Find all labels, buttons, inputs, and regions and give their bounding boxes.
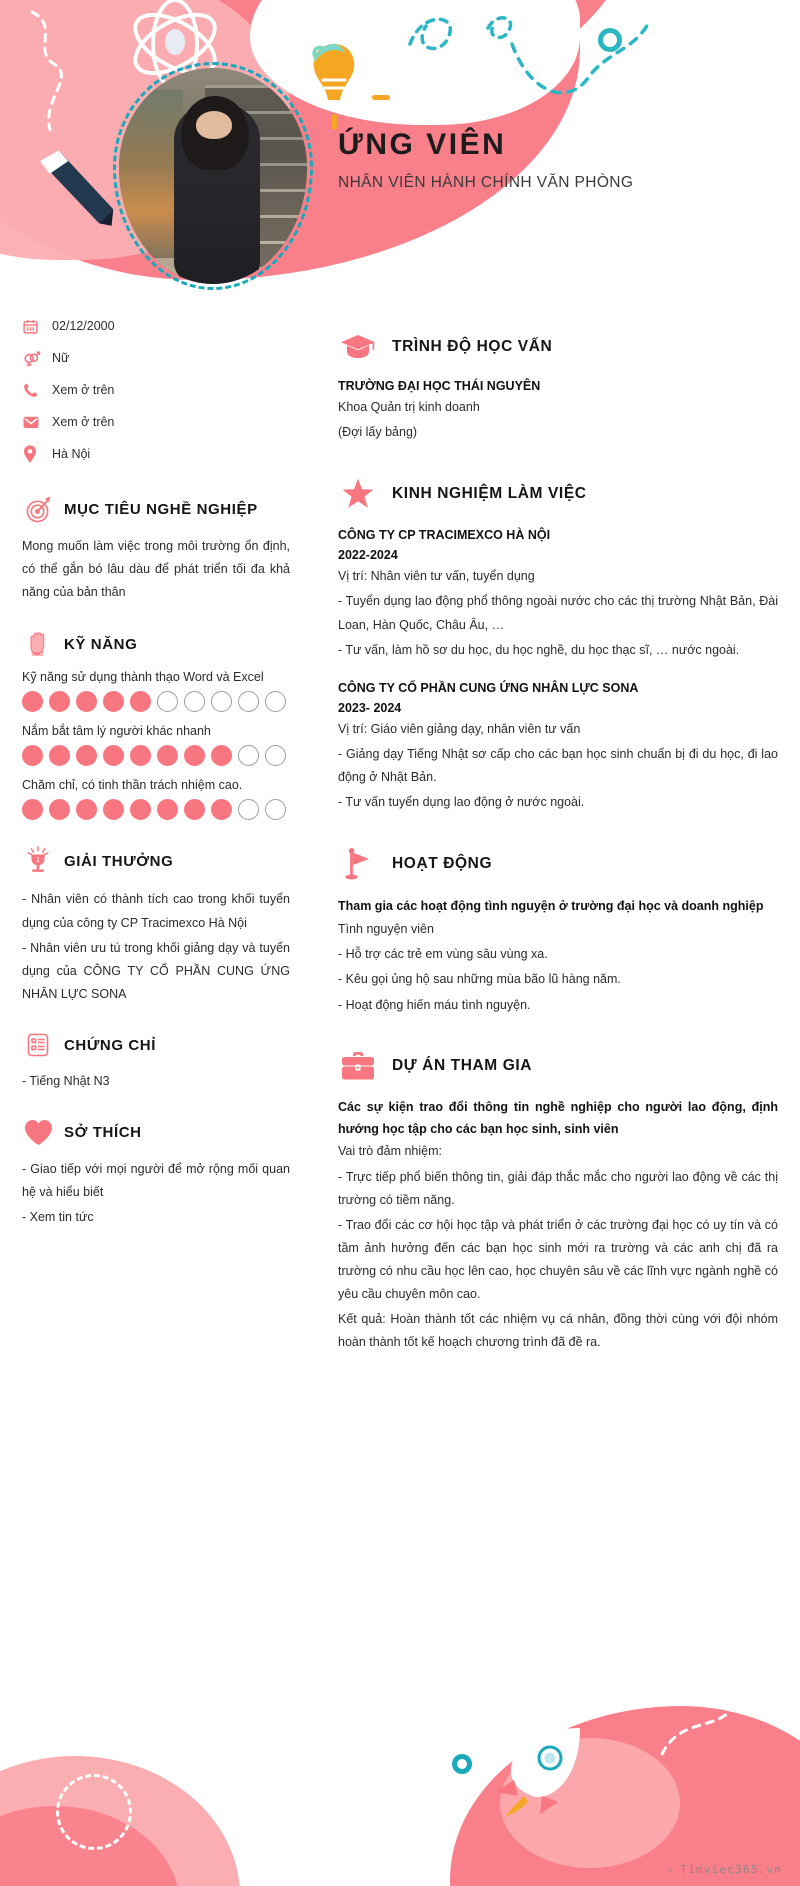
orange-dash-1-icon	[372, 95, 390, 100]
award-line: - Nhân viên có thành tích cao trong khối tuyển dụng của công ty CP Tracimexco Hà Nội	[22, 892, 290, 930]
footer-dashed-squiggle-icon	[652, 1674, 772, 1764]
section-education-title: TRÌNH ĐỘ HỌC VẤN	[392, 338, 553, 355]
skill-label: Nắm bắt tâm lý người khác nhanh	[22, 724, 211, 739]
contact-row-email[interactable]	[22, 406, 290, 438]
contact-row-location	[22, 438, 290, 470]
skill-dot-filled	[76, 799, 97, 820]
teal-ring-icon	[598, 28, 622, 52]
gender-icon	[22, 349, 52, 368]
skill-item	[22, 724, 290, 766]
education-note: (Đợi lấy bảng)	[338, 425, 418, 440]
section-skills-title: KỸ NĂNG	[64, 635, 138, 653]
skill-dot-filled	[184, 799, 205, 820]
footer-brand-label: Timviec365.vn	[680, 1863, 782, 1876]
skill-dot-empty	[238, 745, 259, 766]
section-hobbies-heading	[22, 1119, 290, 1146]
projects-role: Vai trò đảm nhiệm:	[338, 1144, 442, 1159]
activities-title: Tham gia các hoạt động tình nguyện ở trường đại học và doanh nghiệp	[338, 899, 764, 914]
graduation-cap-icon	[338, 334, 378, 360]
experience-company: CÔNG TY CP TRACIMEXCO HÀ NỘI	[338, 528, 551, 543]
skill-rating	[22, 691, 290, 712]
skill-dot-filled	[49, 799, 70, 820]
skill-dot-filled	[211, 745, 232, 766]
skill-dot-empty	[265, 745, 286, 766]
contact-gender-value: Nữ	[52, 351, 70, 365]
skill-label: Chăm chỉ, có tinh thần trách nhiệm cao.	[22, 778, 243, 793]
flag-icon	[338, 848, 378, 880]
footer-brand	[666, 1863, 782, 1876]
skill-dot-filled	[130, 691, 151, 712]
candidate-name: ỨNG VIÊN	[338, 128, 507, 161]
skill-dot-empty	[184, 691, 205, 712]
contact-row-phone[interactable]	[22, 374, 290, 406]
section-awards-heading	[22, 846, 290, 876]
section-activities-title: HOẠT ĐỘNG	[392, 855, 493, 873]
section-projects-heading	[338, 1051, 778, 1081]
section-awards-title: GIẢI THƯỞNG	[64, 852, 174, 870]
pen-icon	[38, 148, 118, 230]
skill-dot-filled	[184, 745, 205, 766]
experience-period: 2022-2024	[338, 548, 398, 563]
experience-bullet: - Tuyển dụng lao động phổ thông ngoài nước cho các thị trường Nhật Bản, Đài Loan, Hàn Quốc, Châu Âu, …	[338, 594, 778, 632]
hand-icon	[22, 630, 54, 658]
section-experience-heading	[338, 478, 778, 509]
dashed-squiggle-right-icon	[400, 4, 670, 129]
skill-rating	[22, 745, 290, 766]
candidate-job-title: NHÂN VIÊN HÀNH CHÍNH VĂN PHÒNG	[338, 174, 634, 191]
hobby-line: - Giao tiếp với mọi người để mở rộng mối quan hệ và hiểu biết	[22, 1162, 290, 1200]
projects-title: Các sự kiện trao đổi thông tin nghề nghiệp cho người lao động, định hướng học tập cho các bạn học sinh, sinh viên	[338, 1099, 778, 1136]
right-column	[338, 300, 778, 1357]
skill-dot-filled	[157, 745, 178, 766]
skill-dot-filled	[103, 745, 124, 766]
name-block	[338, 128, 633, 192]
activities-role: Tình nguyện viên	[338, 922, 434, 937]
svg-text:1: 1	[35, 855, 41, 865]
projects-result: Kết quả: Hoàn thành tốt các nhiệm vụ cá nhân, đồng thời cùng với đội nhóm hoàn thành tốt kế hoạch chương trình đã đề ra.	[338, 1312, 778, 1350]
certificate-icon	[22, 1032, 54, 1058]
trophy-icon	[22, 846, 54, 876]
sparkle-icon: ✧	[666, 1863, 675, 1876]
award-line: - Nhân viên ưu tú trong khối giảng dạy và tuyển dụng của CÔNG TY CỔ PHẦN CUNG ỨNG NHÂN LỰC SONA	[22, 940, 290, 1001]
contact-birthdate-value: 02/12/2000	[52, 319, 115, 333]
activities-bullet: - Hỗ trợ các trẻ em vùng sâu vùng xa.	[338, 947, 548, 962]
skill-dot-empty	[238, 691, 259, 712]
hobby-line: - Xem tin tức	[22, 1210, 94, 1225]
section-hobbies-title: SỞ THÍCH	[64, 1124, 142, 1142]
skill-dot-empty	[265, 691, 286, 712]
skill-dot-filled	[157, 799, 178, 820]
skill-dot-filled	[211, 799, 232, 820]
experience-position: Vị trí: Nhân viên tư vấn, tuyển dụng	[338, 569, 535, 584]
experience-position: Vị trí: Giáo viên giảng dạy, nhân viên tư vấn	[338, 721, 581, 736]
section-certificates-heading	[22, 1032, 290, 1058]
skill-dot-filled	[76, 745, 97, 766]
contact-email-value: Xem ở trên	[52, 415, 115, 429]
skill-dot-empty	[265, 799, 286, 820]
section-objective-title: MỤC TIÊU NGHỀ NGHIỆP	[64, 501, 258, 518]
skill-dot-filled	[22, 745, 43, 766]
section-certificates-title: CHỨNG CHỈ	[64, 1036, 157, 1054]
avatar	[113, 62, 313, 290]
section-projects-title: DỰ ÁN THAM GIA	[392, 1056, 533, 1074]
objective-text: Mong muốn làm việc trong môi trường ổn định, có thể gắn bó lâu dàu để phát triển tối đa khả năng của bản thân	[22, 539, 290, 600]
contact-phone-value: Xem ở trên	[52, 383, 115, 397]
section-education-heading	[338, 334, 778, 360]
skill-dot-filled	[22, 799, 43, 820]
skill-dot-empty	[238, 799, 259, 820]
heart-icon	[22, 1119, 54, 1146]
activities-bullet: - Kêu gọi ủng hộ sau những mùa bão lũ hàng năm.	[338, 972, 621, 987]
projects-bullet: - Trực tiếp phổ biến thông tin, giải đáp thắc mắc cho người lao động về các thị trường có tiềm năng.	[338, 1169, 778, 1207]
skill-dot-filled	[103, 799, 124, 820]
orange-dash-2-icon	[332, 114, 337, 130]
email-icon	[22, 413, 52, 431]
skill-dot-empty	[157, 691, 178, 712]
section-activities-heading	[338, 848, 778, 880]
contact-row-birthdate	[22, 310, 290, 342]
projects-bullet: - Trao đổi các cơ hội học tập và phát triển ở các trường đại học có uy tín và có tầm ảnh hưởng đến các bạn học sinh mới ra trường và các anh chị đã ra trường có nhu cầu học lên cao, học chuyên sâu về các lĩnh vực ngành nghề có yêu cầu chuyên môn cao.	[338, 1217, 778, 1302]
section-objective-heading	[22, 496, 290, 523]
activities-bullet: - Hoạt động hiến máu tình nguyện.	[338, 997, 531, 1012]
skill-dot-filled	[49, 691, 70, 712]
experience-entry	[338, 678, 778, 815]
contact-list	[22, 310, 290, 470]
experience-bullet: - Tư vấn, làm hồ sơ du học, du học nghề, du học thạc sĩ, … nước ngoài.	[338, 642, 740, 657]
star-icon	[338, 478, 378, 509]
phone-icon	[22, 382, 52, 399]
skill-dot-filled	[76, 691, 97, 712]
briefcase-icon	[338, 1051, 378, 1081]
skill-dot-filled	[130, 745, 151, 766]
skill-rating	[22, 799, 290, 820]
skill-dot-filled	[130, 799, 151, 820]
skill-dot-empty	[211, 691, 232, 712]
experience-entry	[338, 525, 778, 662]
footer-dashed-circle-icon	[56, 1774, 132, 1850]
section-experience-title: KINH NGHIỆM LÀM VIỆC	[392, 484, 587, 502]
skill-item	[22, 670, 290, 712]
contact-location-value: Hà Nội	[52, 447, 91, 461]
rocket-icon	[484, 1722, 604, 1818]
experience-company: CÔNG TY CỔ PHẦN CUNG ỨNG NHÂN LỰC SONA	[338, 680, 639, 695]
education-school: TRƯỜNG ĐẠI HỌC THÁI NGUYÊN	[338, 379, 541, 393]
skill-item	[22, 778, 290, 820]
section-skills-heading	[22, 630, 290, 658]
calendar-icon	[22, 318, 52, 335]
footer-decoration	[0, 1556, 800, 1886]
contact-row-gender	[22, 342, 290, 374]
skill-label: Kỹ năng sử dụng thành thạo Word và Excel	[22, 670, 264, 685]
experience-bullet: - Tư vấn tuyển dụng lao động ở nước ngoài.	[338, 795, 585, 810]
skill-dot-filled	[103, 691, 124, 712]
education-faculty: Khoa Quản trị kinh doanh	[338, 400, 480, 414]
experience-bullet: - Giảng dạy Tiếng Nhật sơ cấp cho các bạn học sinh chuẩn bị đi du học, đi lao động ở Nhật Bản.	[338, 746, 778, 784]
target-icon	[22, 496, 54, 523]
certificate-line: - Tiếng Nhật N3	[22, 1074, 110, 1088]
footer-teal-ring-icon	[452, 1754, 472, 1774]
left-column	[22, 310, 290, 1232]
location-icon	[22, 445, 52, 463]
skill-dot-filled	[22, 691, 43, 712]
lightbulb-icon	[304, 40, 364, 112]
experience-period: 2023- 2024	[338, 700, 402, 715]
skill-dot-filled	[49, 745, 70, 766]
